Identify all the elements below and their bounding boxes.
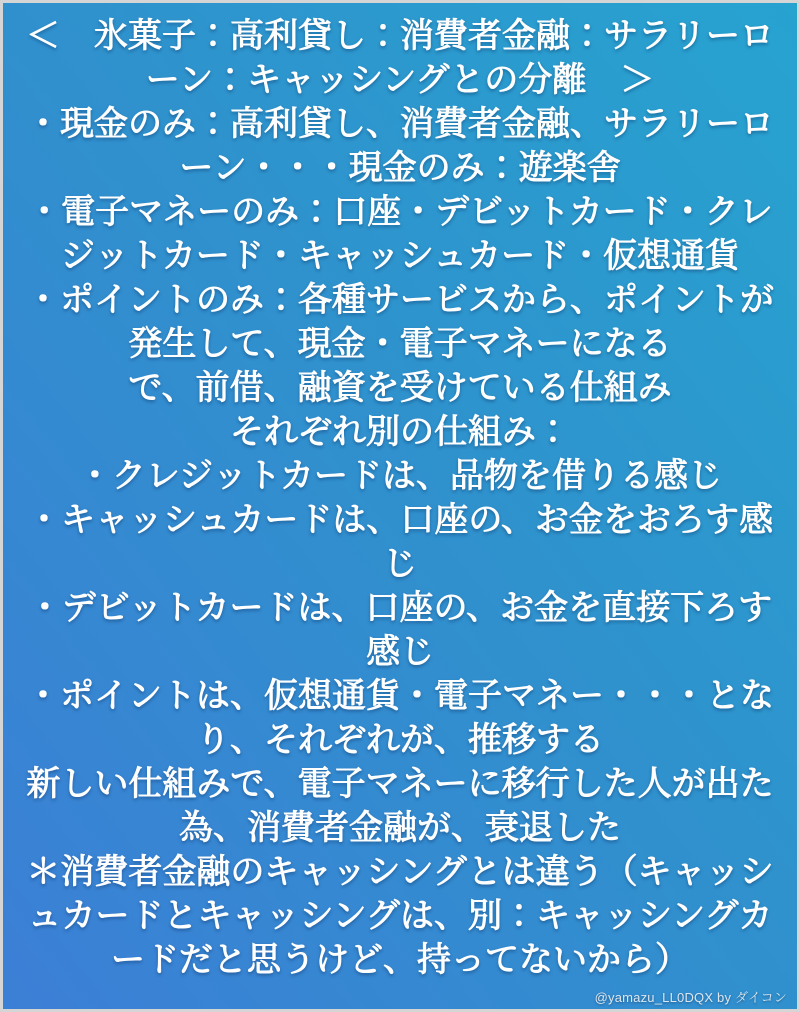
text-block xyxy=(3,3,797,982)
line-loan-mechanism: で、前借、融資を受けている仕組み xyxy=(128,369,672,407)
line-separate-mechanisms: それぞれ別の仕組み： xyxy=(230,413,570,451)
line-new-system-decline: 新しい仕組みで、電子マネーに移行した人が出た為、消費者金融が、衰退した xyxy=(26,765,774,847)
bullet-cash-only: ・現金のみ：高利貸し、消費者金融、サラリーローン・・・現金のみ：遊楽舎 xyxy=(26,105,774,187)
bullet-emoney-only: ・電子マネーのみ：口座・デビットカード・クレジットカード・キャッシュカード・仮想通貨 xyxy=(27,193,773,275)
watermark-credit: @yamazu_LL0DQX by ダイコン xyxy=(594,990,787,1005)
bullet-points-transition: ・ポイントは、仮想通貨・電子マネー・・・となり、それぞれが、推移する xyxy=(26,677,774,759)
bullet-debit-card: ・デビットカードは、口座の、お金を直接下ろす感じ xyxy=(27,589,773,671)
bullet-points-only: ・ポイントのみ：各種サービスから、ポイントが発生して、現金・電子マネーになる xyxy=(26,281,774,363)
note-caching-difference: ＊消費者金融のキャッシングとは違う（キャッシュカードとキャッシングは、別：キャッシングカードだと思うけど、持ってないから） xyxy=(26,853,774,979)
title-line: ＜ 氷菓子：高利貸し：消費者金融：サラリーローン：キャッシングとの分離 ＞ xyxy=(26,17,774,99)
bullet-credit-card: ・クレジットカードは、品物を借りる感じ xyxy=(77,457,723,495)
bullet-cash-card: ・キャッシュカードは、口座の、お金をおろす感じ xyxy=(27,501,773,583)
